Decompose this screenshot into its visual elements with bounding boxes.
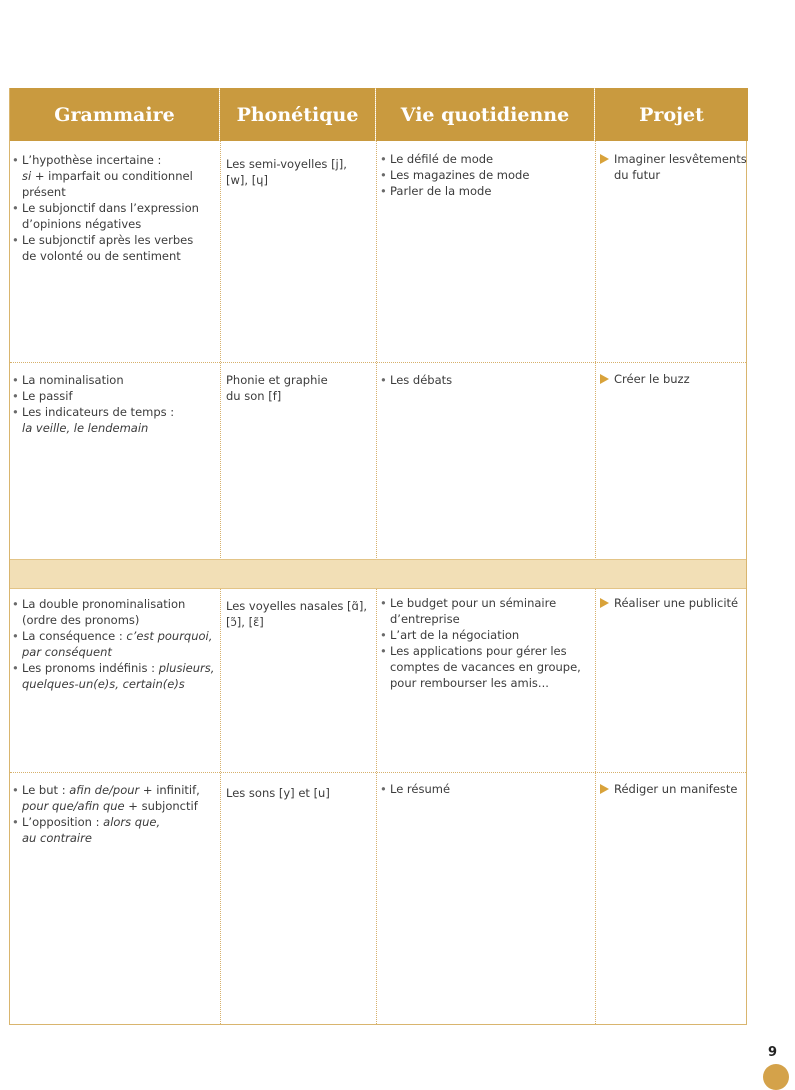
header-phonetique: Phonétique (220, 88, 375, 141)
row1-vie (380, 151, 590, 199)
row2-vie (380, 372, 590, 388)
row4-grammaire (12, 782, 217, 846)
section-band (10, 559, 746, 589)
row-divider (10, 772, 746, 773)
page-number: 9 (768, 1045, 778, 1060)
row3-grammaire (12, 596, 217, 692)
list-item: • Le budget pour un séminaire d’entreprise (380, 595, 592, 627)
header-vie-quotidienne: Vie quotidienne (376, 88, 594, 141)
header-projet: Projet (595, 88, 748, 141)
row1-grammaire (12, 152, 212, 264)
header-grammaire: Grammaire (10, 88, 219, 141)
list-item: • Les applications pour gérer les comptes de vacances en groupe, pour rembourser les amis... (380, 643, 592, 691)
row3-projet: Réaliser une publicité (600, 595, 759, 611)
row4-phonetique: Les sons [y] et [u] (226, 786, 330, 800)
list-item: • Les pronoms indéfinis : plusieurs, quelques-un(e)s, certain(e)s (12, 660, 217, 692)
list-item: • Les indicateurs de temps : la veille, le lendemain (12, 404, 212, 436)
row2-grammaire (12, 372, 212, 436)
arrow-right-icon (600, 784, 609, 794)
row3-vie (380, 595, 592, 691)
list-item: • Le subjonctif dans l’expression d’opinions négatives (12, 200, 212, 232)
row3-phonetique: Les voyelles nasales [ɑ̃], [ɔ̃], [ɛ̃] (226, 599, 367, 629)
row4-projet: Rédiger un manifeste (600, 781, 759, 797)
arrow-right-icon (600, 154, 609, 164)
arrow-right-icon (600, 374, 609, 384)
header-divider (375, 88, 376, 141)
list-item: • Les magazines de mode (380, 167, 590, 183)
row2-phonetique: Phonie et graphie du son [f] (226, 373, 328, 403)
list-item: • La nominalisation (12, 372, 212, 388)
row1-phonetique: Les semi-voyelles [j], [w], [ɥ] (226, 157, 347, 187)
list-item: • Le passif (12, 388, 212, 404)
arrow-right-icon (600, 598, 609, 608)
list-item: • Le défilé de mode (380, 151, 590, 167)
program-table (9, 88, 747, 1025)
list-item: • Le résumé (380, 781, 590, 797)
header-divider (594, 88, 595, 141)
list-item: • Les débats (380, 372, 590, 388)
row2-projet: Créer le buzz (600, 371, 754, 387)
row-divider (10, 362, 746, 363)
list-item: • L’art de la négociation (380, 627, 592, 643)
page-number-badge (763, 1064, 789, 1090)
list-item: • Parler de la mode (380, 183, 590, 199)
row1-projet: Imaginer lesvêtements du futur (600, 151, 754, 183)
row4-vie (380, 781, 590, 797)
list-item: • L’opposition : alors que, au contraire (12, 814, 217, 846)
list-item: • La conséquence : c’est pourquoi, par conséquent (12, 628, 217, 660)
list-item: • Le subjonctif après les verbes de volonté ou de sentiment (12, 232, 212, 264)
list-item: • L’hypothèse incertaine : si + imparfait ou conditionnel présent (12, 152, 212, 200)
list-item: • La double pronominalisation (ordre des pronoms) (12, 596, 217, 628)
list-item: • Le but : afin de/pour + infinitif, pour que/afin que + subjonctif (12, 782, 217, 814)
header-divider (219, 88, 220, 141)
